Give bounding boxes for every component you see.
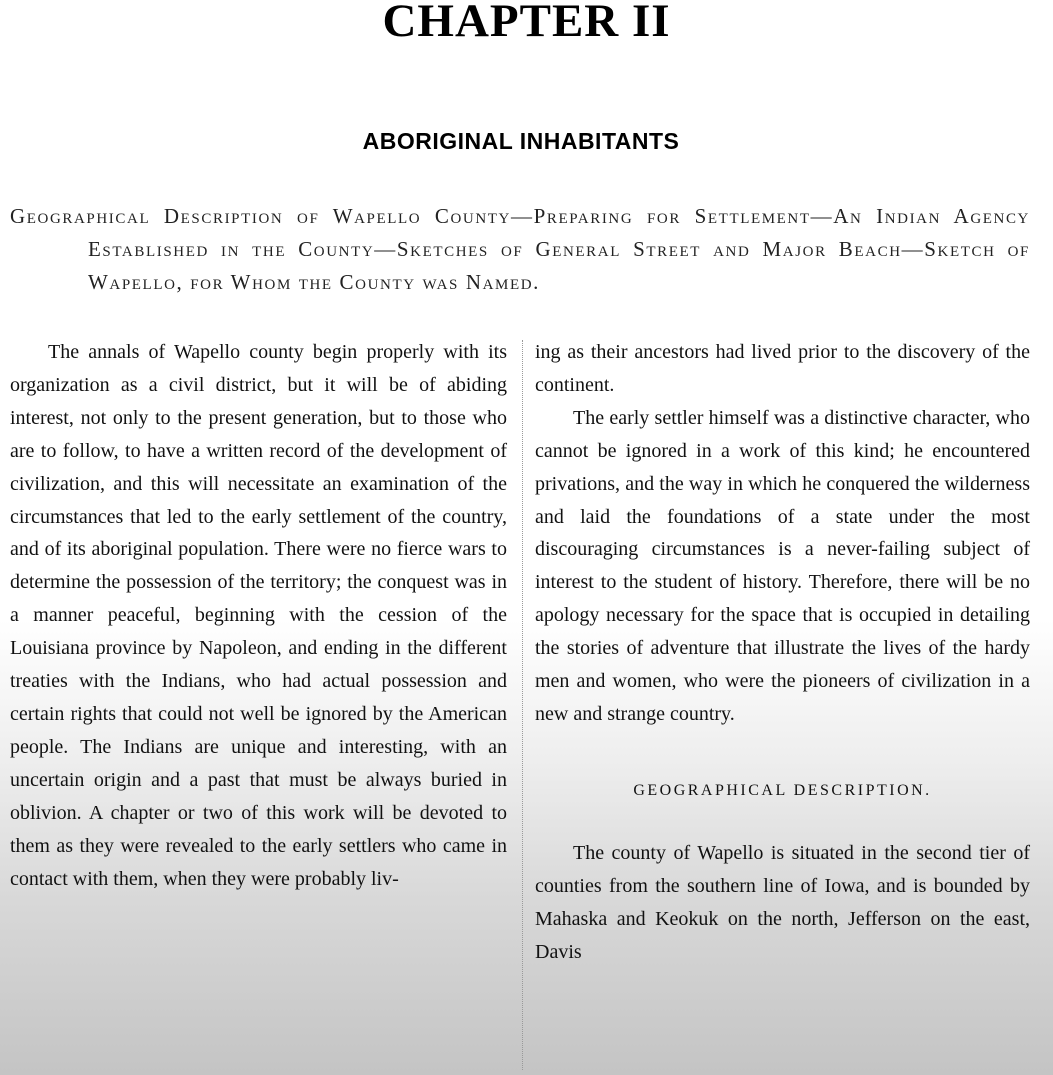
paragraph: The early settler himself was a distinctive character, who cannot be ignored in a work of this kind; he encountered privations, and the way in which he conquered the wilderness and laid the foundations of a state under the most discouraging circumstances is a never-failing subject of interest to the student of history. Therefore, there will be no apology necessary for the space that is occupied in detailing the stories of adventure that illustrate the lives of the hardy men and women, who were the pioneers of civilization in a new and strange country.: [535, 406, 1030, 725]
chapter-title: ABORIGINAL INHABITANTS: [362, 128, 680, 154]
chapter-heading: CHAPTER II: [382, 0, 671, 47]
left-text-column: [10, 336, 507, 895]
chapter-synopsis: Geographical Description of Wapello County—Preparing for Settlement—An Indian Agency Established in the County—Sketches of General Street and Major Beach—Sketch of Wapello, for Whom the County was Named.: [10, 204, 1030, 294]
right-text-column: [535, 336, 1030, 969]
paragraph: The county of Wapello is situated in the second tier of counties from the southern line of Iowa, and is bounded by Mahaska and Keokuk on the north, Jefferson on the east, Davis: [535, 841, 1030, 963]
paragraph-continued: ing as their ancestors had lived prior to the discovery of the continent.: [535, 341, 1030, 396]
section-subheading: GEOGRAPHICAL DESCRIPTION.: [633, 781, 932, 799]
paragraph: The annals of Wapello county begin properly with its organization as a civil district, but it will be of abiding interest, not only to the present generation, but to those who are to follow, to have a written record of the development of civilization, and this will necessitate an examination of the circumstances that led to the early settlement of the country, and of its aboriginal population. There were no fierce wars to determine the possession of the territory; the conquest was in a manner peaceful, beginning with the cession of the Louisiana province by Napoleon, and ending in the different treaties with the Indians, who had actual possession and certain rights that could not well be ignored by the American people. The Indians are unique and interesting, with an uncertain origin and a past that must be always buried in oblivion. A chapter or two of this work will be devoted to them as they were revealed to the early settlers who came in contact with them, when they were probably liv-: [10, 341, 507, 890]
column-divider: [522, 340, 523, 1070]
